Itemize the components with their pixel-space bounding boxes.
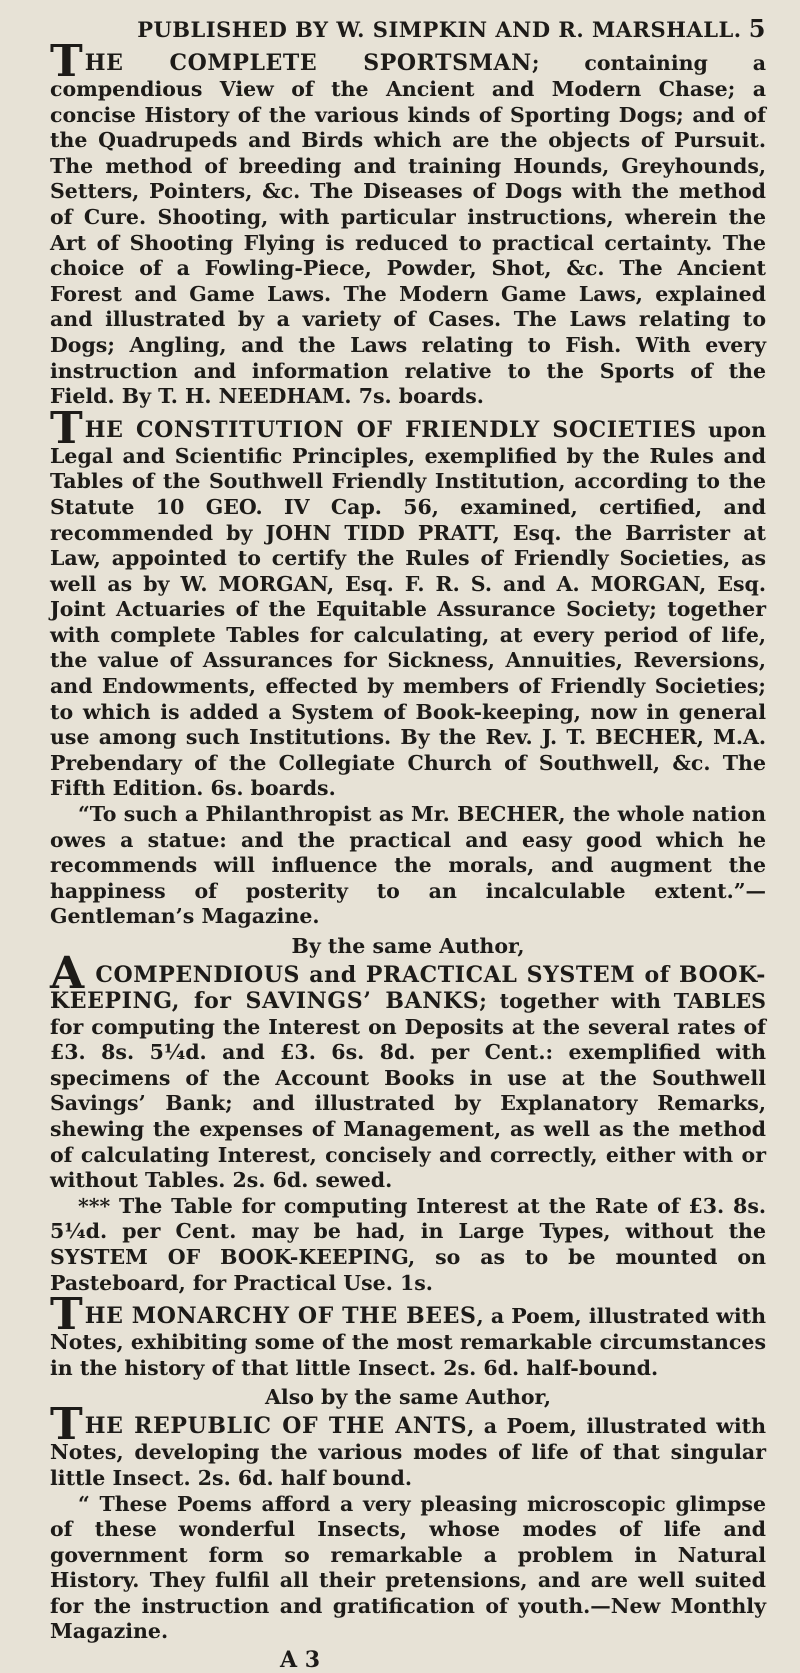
entry-title: HE CONSTITUTION OF FRIENDLY SOCIETIES [84, 416, 697, 443]
advert-republic-ants [50, 1385, 766, 1645]
entry-body: , a Poem, illustrated with Notes, exhibiting some of the most remarkable circumstances in the history of that little Insect. 2s. 6d. half-bound. [50, 1304, 766, 1380]
drop-initial: A [50, 948, 85, 999]
drop-initial: T [50, 1399, 83, 1451]
running-head [50, 0, 766, 43]
by-line: Also by the same Author, [265, 1385, 551, 1410]
drop-initial: T [50, 1289, 83, 1341]
advert-complete-sportsman [50, 36, 767, 410]
entry-title: HE REPUBLIC OF THE ANTS [84, 1413, 468, 1440]
entry-text [50, 1399, 766, 1491]
review-quote: “ These Poems afford a very pleasing microscopic glimpse of these wonderful Insects, whose modes of life and government form so remarkable a problem in Natural History. They fulfil all their pretensions, and are well suited for the instruction and gratification of youth.—New Monthly Magazine. [50, 1491, 766, 1644]
entry-text [50, 402, 766, 802]
entry-title: HE MONARCHY OF THE BEES [84, 1303, 477, 1330]
publisher-line: PUBLISHED BY W. SIMPKIN AND R. MARSHALL. [137, 17, 742, 42]
advert-book-keeping [50, 934, 766, 1296]
entry-body: , a Poem, illustrated with Notes, developing the various modes of life of that singular little Insect. 2s. 6d. half bound. [50, 1414, 766, 1490]
by-line: By the same Author, [291, 934, 525, 958]
drop-initial: T [50, 36, 83, 87]
signature-mark: A 3 [280, 1647, 321, 1673]
advert-monarchy-bees [50, 1289, 766, 1381]
entry-text [50, 948, 766, 1194]
footnote-text: *** The Table for computing Interest at the Rate of £3. 8s. 5¼d. per Cent. may be had, in Large Types, without the SYSTEM OF BOOK-KEEPING, so as to be mounted on Pasteboard, for Practical Use. 1s. [50, 1193, 766, 1295]
entry-title: HE COMPLETE SPORTSMAN [84, 50, 532, 76]
entry-body: ; together with TABLES for computing the Interest on Deposits at the several rates of £3. 8s. 5¼d. and £3. 6s. 8d. per Cent.: exemplified with specimens of the Account Books in use at the Southwell Savings’ Bank; and illustrated by Explanatory Remarks, shewing the expenses of Management, as well as the method of calculating Interest, concisely and correctly, either with or without Tables. 2s. 6d. sewed. [50, 989, 766, 1193]
entry-text [50, 36, 767, 410]
entry-title: COMPENDIOUS and PRACTICAL SYSTEM of BOOK-KEEPING, for SAVINGS’ BANKS [50, 962, 766, 1014]
entry-body: upon Legal and Scientific Principles, exemplified by the Rules and Tables of the Southwell Friendly Institution, according to the Statute 10 GEO. IV Cap. 56, examined, certified, and recommended by JOHN TIDD PRATT, Esq. the Barrister at Law, appointed to certify the Rules of Friendly Societies, as well as by W. MORGAN, Esq. F. R. S. and A. MORGAN, Esq. Joint Actuaries of the Equitable Assurance Society; together with complete Tables for calculating, at every period of life, the value of Assurances for Sickness, Annuities, Reversions, and Endowments, effected by members of Friendly Societies; to which is added a System of Book-keeping, now in general use among such Institutions. By the Rev. J. T. BECHER, M.A. Prebendary of the Collegiate Church of Southwell, &c. The Fifth Edition. 6s. boards. [50, 417, 766, 801]
review-quote: “To such a Philanthropist as Mr. BECHER, the whole nation owes a statue: and the practical and easy good which he recommends will influence the morals, and augment the happiness of posterity to an incalculable extent.”—Gentleman’s Magazine. [50, 802, 766, 929]
drop-initial: T [50, 402, 83, 454]
entry-body: ; containing a compendious View of the Ancient and Modern Chase; a concise History of the various kinds of Sporting Dogs; and of the Quadrupeds and Birds which are the objects of Pursuit. The method of breeding and training Hounds, Greyhounds, Setters, Pointers, &c. The Diseases of Dogs with the method of Cure. Shooting, with particular instructions, wherein the Art of Shooting Flying is reduced to practical certainty. The choice of a Fowling-Piece, Powder, Shot, &c. The Ancient Forest and Game Laws. The Modern Game Laws, explained and illustrated by a variety of Cases. The Laws relating to Dogs; Angling, and the Laws relating to Fish. With every instruction and information relative to the Sports of the Field. By T. H. NEEDHAM. 7s. boards. [50, 51, 767, 409]
page-number: 5 [748, 14, 766, 43]
entry-text [50, 1289, 766, 1381]
advert-friendly-societies [50, 402, 766, 930]
